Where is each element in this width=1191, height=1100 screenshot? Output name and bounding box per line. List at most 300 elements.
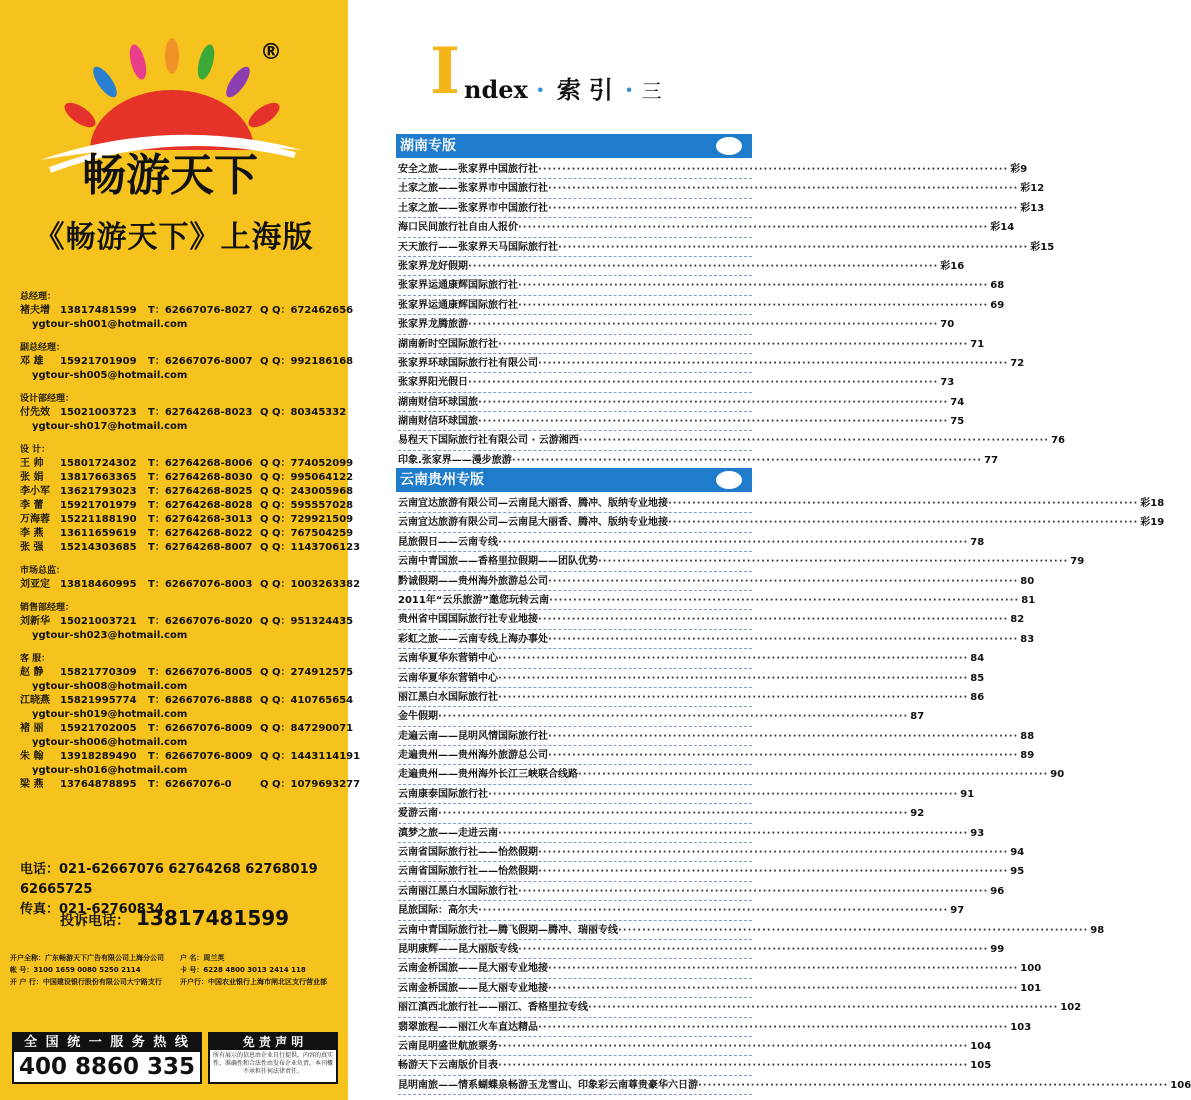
index-entry-page: 彩19	[1140, 517, 1165, 529]
bank-cell-left: 帐 号：3100 1659 0080 5250 2114	[10, 966, 141, 974]
staff-row	[20, 471, 354, 485]
index-entry	[398, 354, 1025, 373]
index-number: 三	[641, 79, 662, 103]
index-entry-text: 张家界环球国际旅行社有限公司	[398, 357, 538, 369]
index-entry-leader	[548, 203, 1018, 214]
left-panel	[0, 0, 361, 1100]
staff-mobile: 13818460995	[60, 579, 137, 590]
fax-line: 传真：021-62760834	[20, 902, 164, 917]
index-dot-1: ·	[536, 75, 545, 104]
index-entry	[398, 979, 1042, 998]
staff-name: 朱 翰	[20, 751, 44, 762]
staff-qq: Q Q：1079693277	[260, 779, 361, 790]
staff-qq: Q Q：1143706123	[260, 542, 361, 553]
index-entry-text: 彩虹之旅——云南专线上海办事处	[398, 633, 548, 645]
staff-tel: T：62667076-8027	[148, 305, 253, 316]
index-entry	[398, 494, 1165, 513]
index-entry-text: 爱游云南	[398, 808, 438, 820]
index-entry-page: 72	[1010, 357, 1025, 369]
index-entry-leader	[498, 692, 968, 703]
staff-qq: Q Q：774052099	[260, 458, 354, 469]
hotline-number: 400 8860 335	[18, 1054, 196, 1080]
index-entry-leader	[548, 634, 1018, 645]
staff-row	[20, 485, 354, 499]
index-entry-text: 黔诚假期——贵州海外旅游总公司	[398, 575, 548, 587]
bank-cell-left: 开 户 行：中国建设银行股份有限公司大宁路支行	[10, 978, 162, 986]
index-entry	[398, 843, 1025, 862]
staff-group	[20, 392, 347, 434]
index-entry-leader	[518, 300, 988, 311]
index-entry-text: 云南康泰国际旅行社	[398, 788, 488, 800]
index-entry-leader	[518, 886, 988, 897]
staff-email: ygtour-sh005@hotmail.com	[32, 370, 188, 381]
complaint-number: 13817481599	[136, 906, 290, 930]
index-entry-text: 海口民间旅行社自由人报价	[398, 222, 518, 234]
index-entry-text: 走遍贵州——贵州海外长江三峡联合线路	[398, 769, 578, 781]
index-entry-leader	[538, 866, 1008, 877]
staff-name: 王 帅	[20, 458, 44, 469]
index-entry-page: 68	[990, 280, 1005, 292]
index-entry	[398, 669, 985, 688]
index-entry-page: 87	[910, 711, 925, 723]
section-title: 云南贵州专版	[400, 472, 484, 488]
staff-row	[20, 355, 354, 369]
index-entry-text: 云南中青国际旅行社—腾飞假期—腾冲、瑞丽专线	[398, 924, 618, 936]
index-entry	[398, 335, 985, 354]
index-entry	[398, 921, 1105, 940]
staff-qq: Q Q：992186168	[260, 356, 354, 367]
index-entry	[398, 959, 1042, 978]
index-entry	[398, 591, 1036, 610]
index-entry	[398, 393, 965, 412]
staff-tel: T：62764268-8007	[148, 542, 253, 553]
disclaimer-box	[208, 1032, 338, 1084]
index-entry-leader	[478, 905, 948, 916]
index-entry-leader	[498, 673, 968, 684]
index-entry-page: 彩14	[990, 222, 1015, 234]
index-entry	[398, 765, 1065, 784]
index-entry	[398, 315, 955, 334]
index-entry	[398, 649, 985, 668]
index-dot-2: ·	[624, 75, 634, 104]
complaint-label: 投诉电话：	[60, 913, 130, 929]
index-entry-text: 云南金桥国旅——昆大丽专业地接	[398, 982, 548, 994]
staff-qq: Q Q：1443114191	[260, 751, 361, 762]
staff-row	[20, 694, 354, 708]
staff-email: ygtour-sh006@hotmail.com	[32, 737, 188, 748]
staff-name: 褚夫增	[20, 305, 50, 316]
index-entry	[398, 373, 955, 392]
index-entry-text: 张家界运通康辉国际旅行社	[398, 280, 518, 292]
index-entry	[398, 572, 1035, 591]
index-entry-leader	[578, 769, 1048, 780]
index-entry-leader	[548, 183, 1018, 194]
staff-row	[20, 406, 347, 420]
index-entry-leader	[698, 1080, 1168, 1091]
staff-name: 付先效	[20, 407, 50, 418]
staff-mobile: 15921702005	[60, 723, 137, 734]
staff-mobile: 15214303685	[60, 542, 137, 553]
staff-name: 梁 燕	[20, 779, 44, 790]
staff-group-title: 副总经理：	[20, 343, 66, 353]
staff-tel: T：62764268-8023	[148, 407, 253, 418]
hotline-box	[12, 1032, 202, 1084]
index-entry-text: 丽江滇西北旅行社——丽江、香格里拉专线	[398, 1002, 588, 1014]
staff-row	[20, 778, 361, 792]
staff-tel: T：62764268-8028	[148, 500, 253, 511]
index-entry	[398, 412, 965, 431]
section-circle-icon	[716, 137, 742, 155]
index-chinese-title: 索引	[556, 75, 621, 104]
staff-name: 张 娟	[20, 472, 44, 483]
index-entry-page: 88	[1020, 730, 1035, 742]
index-title	[464, 70, 662, 105]
staff-row	[20, 499, 354, 513]
index-entry-page: 78	[970, 536, 985, 548]
index-entry	[398, 785, 975, 804]
bank-cell-left: 开户全称：广东畅游天下广告有限公司上海分公司	[10, 954, 164, 962]
index-entry-text: 云南金桥国旅——昆大丽专业地接	[398, 963, 548, 975]
index-entry	[398, 1037, 992, 1056]
index-entry-page: 103	[1010, 1021, 1032, 1033]
index-entry-text: 云南华夏华东营销中心	[398, 672, 498, 684]
staff-tel: T：62667076-8009	[148, 723, 253, 734]
index-entry-leader	[468, 319, 938, 330]
index-entry-page: 81	[1021, 594, 1036, 606]
index-entry-leader	[468, 377, 938, 388]
index-entry-page: 97	[950, 905, 965, 917]
index-entry-text: 昆明南旅——情系蝴蝶泉畅游玉龙雪山、印象彩云南尊贵豪华六日游	[398, 1079, 698, 1091]
index-entry-text: 云南中青国旅——香格里拉假期——团队优势	[398, 556, 598, 568]
index-entry	[398, 746, 1035, 765]
index-entry-page: 91	[960, 788, 975, 800]
staff-group-title: 市场总监：	[20, 566, 66, 576]
bank-row	[10, 964, 342, 976]
index-entry-text: 湖南新时空国际旅行社	[398, 338, 498, 350]
index-entry-page: 99	[990, 943, 1005, 955]
staff-qq: Q Q：951324435	[260, 616, 354, 627]
index-entry	[398, 940, 1005, 959]
index-entry-text: 云南省国际旅行社——怡然假期	[398, 866, 538, 878]
staff-name: 邓 雄	[20, 356, 44, 367]
staff-qq: Q Q：995064122	[260, 472, 354, 483]
index-rest: ndex	[464, 75, 528, 104]
staff-row	[20, 578, 361, 592]
disclaimer-text: 所有展示的信息由企业自行提供，内容的真实性、准确性和合法性由发布企业负责，本刊概不承担任何法律责任。	[212, 1052, 333, 1075]
index-entry	[398, 1056, 992, 1075]
index-entry-page: 102	[1060, 1002, 1082, 1014]
staff-qq: Q Q：595557028	[260, 500, 354, 511]
staff-name: 李 燕	[20, 528, 44, 539]
staff-mobile: 13817481599	[60, 305, 137, 316]
index-entry-page: 90	[1050, 769, 1065, 781]
staff-group	[20, 564, 361, 592]
index-entry-page: 彩9	[1010, 164, 1028, 175]
index-entry	[398, 160, 1028, 179]
staff-mobile: 15821770309	[60, 667, 137, 678]
staff-tel: T：62667076-8888	[148, 695, 253, 706]
staff-name: 赵 静	[20, 667, 44, 678]
index-entry-page: 彩13	[1020, 202, 1045, 214]
index-entry-text: 土家之旅——张家界市中国旅行社	[398, 202, 548, 214]
index-entry-leader	[668, 498, 1138, 509]
index-entry-page: 83	[1020, 633, 1035, 645]
index-entry-text: 走遍贵州——贵州海外旅游总公司	[398, 750, 548, 762]
index-entry-text: 滇梦之旅——走进云南	[398, 827, 498, 839]
index-entry-page: 106	[1170, 1079, 1191, 1091]
staff-tel: T：62764268-8030	[148, 472, 253, 483]
bank-row	[10, 952, 342, 964]
staff-tel: T：62667076-8005	[148, 667, 253, 678]
index-entry-leader	[518, 222, 988, 233]
staff-tel: T：62667076-8007	[148, 356, 253, 367]
index-entry-leader	[668, 517, 1138, 528]
index-entry-leader	[538, 164, 1008, 175]
staff-group	[20, 652, 361, 792]
index-entry	[398, 218, 1015, 237]
index-entry-leader	[538, 358, 1008, 369]
index-entry-page: 70	[940, 319, 955, 331]
staff-qq: Q Q：767504259	[260, 528, 354, 539]
index-entry	[398, 882, 1005, 901]
staff-qq: Q Q：243005968	[260, 486, 354, 497]
index-list-hunan	[398, 160, 1065, 470]
index-entry-leader	[478, 397, 948, 408]
index-entry	[398, 533, 985, 552]
index-entry-leader	[548, 963, 1018, 974]
index-entry-text: 天天旅行——张家界天马国际旅行社	[398, 241, 558, 253]
index-entry-leader	[518, 280, 988, 291]
index-entry-page: 彩15	[1030, 241, 1055, 253]
index-entry-page: 82	[1010, 614, 1025, 626]
index-entry-leader	[498, 1041, 968, 1052]
staff-name: 褚 丽	[20, 723, 44, 734]
index-entry-text: 金牛假期	[398, 711, 438, 723]
bank-info	[10, 952, 342, 988]
index-entry-page: 95	[1010, 866, 1025, 878]
complaint-line	[60, 906, 289, 930]
index-entry-text: 张家界龙好假期	[398, 260, 468, 272]
staff-name: 刘新华	[20, 616, 50, 627]
index-entry-page: 彩12	[1020, 183, 1045, 195]
staff-row	[20, 457, 354, 471]
staff-qq: Q Q：729921509	[260, 514, 354, 525]
staff-mobile: 13764878895	[60, 779, 137, 790]
index-entry-text: 云南华夏华东营销中心	[398, 653, 498, 665]
index-entry-leader	[538, 847, 1008, 858]
staff-email: ygtour-sh017@hotmail.com	[32, 421, 188, 432]
index-entry-text: 张家界龙腾旅游	[398, 319, 468, 331]
index-entry-text: 印象.张家界——漫步旅游	[398, 454, 512, 466]
index-entry-leader	[558, 242, 1028, 253]
index-entry-leader	[538, 1022, 1008, 1033]
staff-group-title: 设计部经理：	[20, 394, 75, 404]
index-entry-text: 翡翠旅程——丽江火车直达精品	[398, 1021, 538, 1033]
index-entry-text: 张家界阳光假日	[398, 377, 468, 389]
index-entry	[398, 1018, 1032, 1037]
index-entry-text: 云南宜达旅游有限公司—云南昆大丽香、腾冲、版纳专业地接	[398, 517, 668, 529]
section-header-yunnan-guizhou	[396, 468, 752, 492]
index-entry-page: 85	[970, 672, 985, 684]
staff-tel: T：62764268-8022	[148, 528, 253, 539]
index-entry-text: 湖南财信环球国旅	[398, 416, 478, 428]
index-entry	[398, 296, 1005, 315]
staff-row	[20, 304, 354, 318]
edition-title: 《畅游天下》上海版	[34, 220, 314, 255]
index-entry-leader	[548, 576, 1018, 587]
index-entry-page: 彩18	[1140, 498, 1165, 509]
brand-logo-text: 畅游天下	[82, 150, 258, 201]
index-entry-text: 2011年“云乐旅游”邀您玩转云南	[398, 594, 549, 606]
staff-tel: T：62667076-8003	[148, 579, 253, 590]
staff-email: ygtour-sh001@hotmail.com	[32, 319, 188, 330]
index-entry	[398, 199, 1045, 218]
index-entry-leader	[518, 944, 988, 955]
index-entry-text: 云南昆明盛世航旅票务	[398, 1040, 498, 1052]
staff-mobile: 15021003721	[60, 616, 137, 627]
staff-row	[20, 750, 361, 764]
registered-mark: ®	[260, 40, 282, 65]
index-entry	[398, 276, 1005, 295]
index-entry-page: 94	[1010, 847, 1025, 859]
staff-name: 江晓燕	[20, 695, 50, 706]
staff-tel: T：62764268-3013	[148, 514, 253, 525]
staff-mobile: 13918289490	[60, 751, 137, 762]
index-entry-page: 76	[1051, 435, 1065, 447]
index-entry	[398, 630, 1035, 649]
staff-tel: T：62667076-8009	[148, 751, 253, 762]
staff-group	[20, 341, 354, 383]
staff-row	[20, 541, 361, 555]
index-entry-leader	[538, 614, 1008, 625]
staff-qq: Q Q：672462656	[260, 305, 354, 316]
index-entry	[398, 552, 1085, 571]
index-entry-leader	[498, 828, 968, 839]
staff-email: ygtour-sh016@hotmail.com	[32, 765, 188, 776]
index-entry-page: 73	[940, 377, 955, 389]
index-entry-text: 安全之旅——张家界中国旅行社	[398, 164, 538, 175]
index-entry	[398, 1076, 1191, 1095]
index-entry-leader	[579, 435, 1049, 446]
staff-mobile: 15821995774	[60, 695, 137, 706]
index-entry-page: 104	[970, 1040, 992, 1052]
disclaimer-title: 免 责 声 明	[210, 1034, 336, 1050]
section-title: 湖南专版	[400, 138, 456, 154]
index-entry	[398, 862, 1025, 881]
staff-name: 李 蕾	[20, 500, 44, 511]
index-entry-page: 98	[1090, 924, 1105, 936]
index-entry-leader	[488, 789, 958, 800]
staff-mobile: 15921701979	[60, 500, 137, 511]
staff-mobile: 15021003723	[60, 407, 137, 418]
staff-mobile: 15221188190	[60, 514, 137, 525]
index-entry-leader	[588, 1002, 1058, 1013]
staff-mobile: 15921701909	[60, 356, 137, 367]
index-entry-page: 69	[990, 299, 1005, 311]
index-entry-text: 昆旅国际：高尔夫	[398, 905, 478, 917]
index-entry-leader	[548, 731, 1018, 742]
staff-qq: Q Q：80345332	[260, 407, 347, 418]
staff-name: 李小军	[20, 486, 50, 497]
index-entry-text: 易程天下国际旅行社有限公司 · 云游湘西	[398, 435, 579, 447]
staff-tel: T：62667076-0	[148, 779, 232, 790]
index-entry-leader	[498, 653, 968, 664]
index-entry-text: 昆旅假日——云南专线	[398, 536, 498, 548]
index-entry	[398, 238, 1055, 257]
bank-row	[10, 976, 342, 988]
staff-name: 万海蓉	[20, 514, 50, 525]
staff-mobile: 13611659619	[60, 528, 137, 539]
index-entry-text: 走遍云南——昆明风情国际旅行社	[398, 730, 548, 742]
index-entry-leader	[498, 537, 968, 548]
index-entry-text: 云南丽江黑白水国际旅行社	[398, 885, 518, 897]
index-entry-leader	[438, 711, 908, 722]
staff-group	[20, 443, 361, 555]
staff-tel: T：62667076-8020	[148, 616, 253, 627]
index-entry	[398, 431, 1065, 450]
staff-row	[20, 513, 354, 527]
index-big-letter: I	[430, 34, 460, 109]
index-entry-text: 湖南财信环球国旅	[398, 396, 478, 408]
index-entry-leader	[478, 416, 948, 427]
index-entry-leader	[498, 339, 968, 350]
bank-cell-right: 开户行：中国农业银行上海市闸北区支行营业部	[180, 978, 327, 986]
staff-tel: T：62764268-8006	[148, 458, 253, 469]
staff-qq: Q Q：1003263382	[260, 579, 361, 590]
index-entry	[398, 513, 1165, 532]
index-entry-page: 96	[990, 885, 1005, 897]
index-entry-text: 贵州省中国国际旅行社专业地接	[398, 614, 538, 626]
staff-group-title: 客 服：	[20, 654, 51, 664]
index-entry-leader	[468, 261, 938, 272]
index-list-yunnan-guizhou	[398, 494, 1191, 1095]
index-entry-page: 84	[970, 653, 985, 665]
index-entry-leader	[512, 455, 982, 466]
index-entry-page: 92	[910, 808, 925, 820]
staff-qq: Q Q：410765654	[260, 695, 354, 706]
index-entry	[398, 179, 1045, 198]
staff-group-title: 销售部经理：	[20, 603, 75, 613]
index-entry-text: 云南宜达旅游有限公司—云南昆大丽香、腾冲、版纳专业地接	[398, 498, 668, 509]
index-entry-leader	[598, 556, 1068, 567]
index-entry-page: 101	[1020, 982, 1042, 994]
index-entry	[398, 824, 985, 843]
index-entry	[398, 804, 925, 823]
staff-email: ygtour-sh019@hotmail.com	[32, 709, 188, 720]
index-entry-leader	[548, 750, 1018, 761]
staff-email: ygtour-sh008@hotmail.com	[32, 681, 188, 692]
staff-group-title: 设 计：	[20, 445, 51, 455]
index-entry	[398, 610, 1025, 629]
index-entry-leader	[549, 595, 1019, 606]
index-entry-leader	[438, 808, 908, 819]
staff-qq: Q Q：847290071	[260, 723, 354, 734]
staff-row	[20, 666, 354, 680]
index-entry-page: 93	[970, 827, 985, 839]
index-entry-page: 79	[1070, 556, 1085, 568]
index-entry-text: 畅游天下云南版价目表	[398, 1060, 498, 1072]
staff-name: 张 强	[20, 542, 44, 553]
index-entry	[398, 688, 985, 707]
index-entry-text: 云南省国际旅行社——怡然假期	[398, 847, 538, 859]
staff-row	[20, 527, 354, 541]
staff-group-title: 总经理：	[20, 292, 57, 302]
index-entry	[398, 901, 965, 920]
index-entry-text: 张家界运通康辉国际旅行社	[398, 299, 518, 311]
index-entry	[398, 707, 925, 726]
index-entry	[398, 998, 1082, 1017]
index-entry-page: 77	[984, 454, 999, 466]
